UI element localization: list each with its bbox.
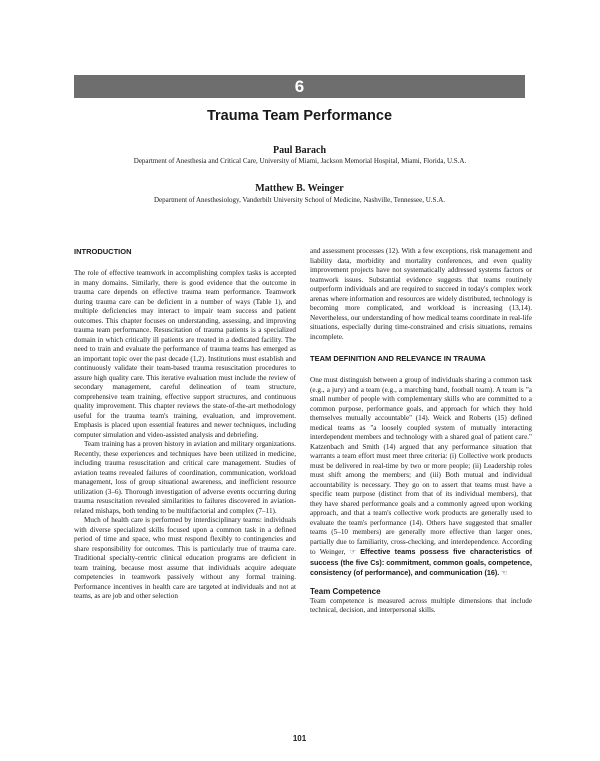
right-column [310, 247, 532, 616]
author-affiliation-1: Department of Anesthesia and Critical Care, University of Miami, Jackson Memorial Hospital, Miami, Florida, U.S.A. [133, 157, 467, 165]
paragraph: The role of effective teamwork in accomplishing complex tasks is accepted in many domains. Similarly, there is good evidence that the outcome in trauma care depends on effective trauma team performance. Teamwork during trauma care can be deficient in a number of ways (Table 1), and multiple deficiencies may interact to impair team success and patient outcomes. This chapter focuses on understanding, assessing, and improving trauma team performance. Resuscitation of trauma patients is a specialized domain in which critically ill patients are treated in a dedicated facility. The need to train and evaluate the performance of trauma teams has emerged as an important topic over the past decade (1,2). Institutions must establish and continuously validate their team-based trauma resuscitation procedures to assure high quality care. This iterative evaluation must include the review of secondary management, careful delineation of team structure, comprehensive team training, effective support structures, and continuous quality improvement. This chapter reviews the state-of-the-art methodology useful for the trauma team's training, evaluation, and improvement. Emphasis is placed upon essential features and newer techniques, including computer simulation and video-assisted analysis and debriefing. [74, 269, 296, 439]
left-column [74, 247, 296, 602]
chapter-title: Trauma Team Performance [206, 108, 393, 124]
paragraph: Team competence is measured across multiple dimensions that include technical, decision, and interpersonal skills. [310, 596, 532, 614]
chapter-number-bar [74, 75, 525, 98]
author-name-1: Paul Barach [272, 145, 327, 156]
paragraph [310, 376, 532, 579]
author-affiliation-2: Department of Anesthesiology, Vanderbilt University School of Medicine, Nashville, Tennessee, U.S.A. [154, 196, 445, 204]
paragraph: Much of health care is performed by interdisciplinary teams: individuals with diverse specialized skills focused upon a common task in a defined period of time and space, who must respond flexibly to contingencies and share responsibility for outcomes. This is particularly true of trauma care. Traditional specialty-centric clinical education programs are deficient in team training, because most assume that individuals acquire adequate competencies in teamwork passively without any formal training. Performance incentives in health care are targeted at individuals and not at teams, as are job and other selection [74, 516, 296, 600]
section-heading-introduction: INTRODUCTION [74, 247, 132, 256]
author-name-2: Matthew B. Weinger [255, 183, 344, 194]
paragraph-text: One must distinguish between a group of individuals sharing a common task (e.g., a jury) and a team (e.g., a marching band, football team). A team is "a small number of people with complementary skills who are committed to a common purpose, performance goals, and approach for which they hold themselves mutually accountable" (14). Weick and Roberts (15) defined medical teams as "a loosely coupled system of mutually interacting interdependent members and technology with a shared goal of patient care." Katzenbach and Smith (14) argued that any performance situation that warrants a team effort must meet three criteria: (i) Collective work products must be delivered in real-time by two or more people; (ii) Leadership roles must shift among the members; and (iii) Both mutual and individual accountability is necessary. They go on to assert that teams must have a specific team purpose (distinct from that of its individual members), that they have shared performance goals and a commonly agreed upon working approach, and that a team's collective work products are generally used to evaluate the team's performance (14). Others have suggested that smaller teams (5–10 members) are generally more effective than larger ones, partially due to familiarity, cross-checking, and interdependence. According to Weinger, [310, 376, 532, 556]
paragraph: Team training has a proven history in aviation and military organizations. Recently, these experiences and techniques have been utilized in medicine, including trauma resuscitation and critical care management. Studies of aviation teams revealed failures of coordination, communication, workload management, loss of group situational awareness, and inefficient resource utilization (3–6). Thorough investigation of adverse events occurring during trauma resuscitation revealed similarities to failures discovered in aviation-related mishaps, both tending to be multifactorial and complex (7–11). [74, 440, 296, 515]
paragraph: and assessment processes (12). With a few exceptions, risk management and liability data, morbidity and mortality conferences, and even quality improvement projects have not systematically addressed systems factors or teamwork issues. Substantial evidence suggests that teams routinely outperform individuals and are required to succeed in today's complex work arenas where information and resources are widely distributed, technology is becoming more complicated, and workload is increasing (13,14). Nevertheless, our understanding of how medical teams coordinate in real-life situations, especially during time-constrained and crisis situations, remains incomplete. [310, 247, 532, 341]
page-number: 101 [292, 734, 307, 743]
emphasized-text: Effective teams possess five characteristics of success (the five Cs): commitment, common goals, competence, consistency (of performance), and communication (16). [310, 547, 533, 577]
section-heading-team-definition: TEAM DEFINITION AND RELEVANCE IN TRAUMA [310, 354, 486, 363]
bubble-open-icon: ☞ [349, 548, 356, 556]
subsection-heading-team-competence: Team Competence [310, 586, 381, 596]
bubble-close-icon: ☜ [501, 569, 508, 577]
chapter-number: 6 [294, 77, 305, 96]
